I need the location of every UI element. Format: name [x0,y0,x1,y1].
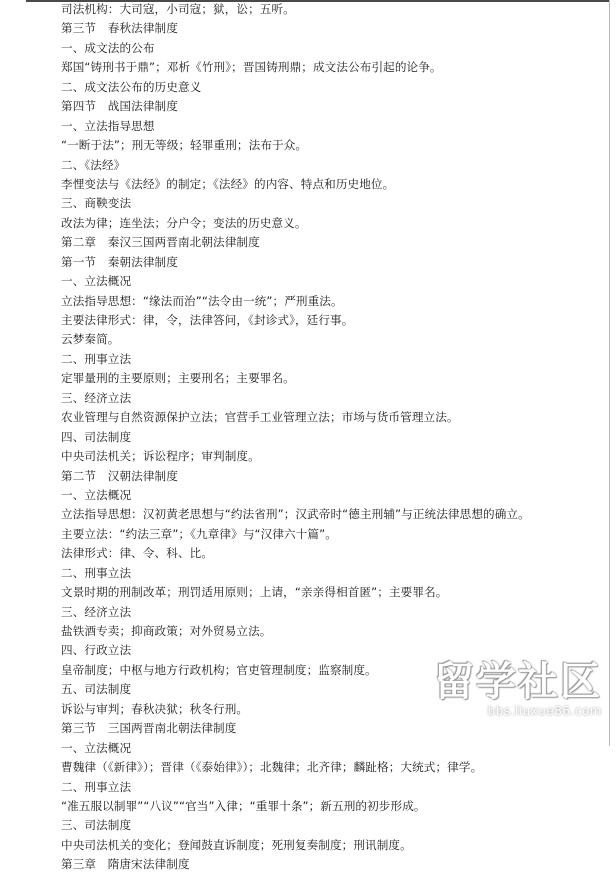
text-line: 中央司法机关；诉讼程序；审判制度。 [61,449,260,464]
text-line: “一断于法”；刑无等级；轻罪重刑；法布于众。 [61,138,308,153]
subheading: 一、立法概况 [61,740,132,755]
text-line: 文景时期的刑制改革；刑罚适用原则；上请，“亲亲得相首匿”；主要罪名。 [61,585,448,600]
text-line: 李悝变法与《法经》的制定；《法经》的内容、特点和历史地位。 [61,176,395,191]
subheading: 一、成文法的公布 [61,40,155,55]
document-body [61,0,601,875]
text-line: 郑国“铸刑书于鼎”；邓析《竹刑》；晋国铸刑鼎；成文法公布引起的论争。 [61,60,442,75]
subheading: 四、司法制度 [61,429,132,444]
subheading: 五、司法制度 [61,682,132,697]
section-heading: 第一节 秦朝法律制度 [61,254,178,269]
text-line: 盐铁酒专卖；抑商政策；对外贸易立法。 [61,624,272,638]
text-line: “准五服以制罪”“八议”“官当”入律；“重罪十条”；新五刑的初步形成。 [61,798,426,813]
text-line: 曹魏律（《新律》）；晋律（《泰始律》）；北魏律；北齐律；麟趾格；大统式；律学。 [61,760,483,775]
subheading: 三、商鞅变法 [61,196,132,211]
subheading: 三、经济立法 [61,390,132,405]
subheading: 一、立法概况 [61,487,132,502]
text-line: 云梦秦简。 [61,332,120,347]
text-line: 农业管理与自然资源保护立法；官营手工业管理立法；市场与货币管理立法。 [61,410,459,425]
text-line: 法律形式：律、令、科、比。 [61,546,214,561]
section-heading: 第三节 春秋法律制度 [61,21,178,36]
text-line: 诉讼与审判；春秋决狱；秋冬行刑。 [61,701,249,716]
watermark-logo: 留学社区 [434,659,602,705]
subheading: 二、刑事立法 [61,351,132,366]
chapter-heading: 第二章 秦汉三国两晋南北朝法律制度 [61,235,260,250]
watermark-url: bbs.liuxue86.com [487,704,602,718]
text-line: 立法指导思想：“缘法而治”“法令由一统”；严刑重法。 [61,293,343,308]
site-watermark [432,660,602,728]
text-line: 定罪量刑的主要原则；主要刑名；主要罪名。 [61,371,295,386]
text-line: 司法机构：大司寇，小司寇；狱，讼；五听。 [61,2,295,16]
text-line: 主要法律形式：律，令，法律答问，《封诊式》，廷行事。 [61,313,354,327]
section-heading: 第四节 战国法律制度 [61,99,178,114]
subheading: 三、经济立法 [61,604,132,619]
subheading: 二、刑事立法 [61,779,132,794]
subheading: 二、成文法公布的历史意义 [61,79,202,94]
subheading: 四、行政立法 [61,643,132,658]
subheading: 一、立法指导思想 [61,118,155,133]
text-line: 中央司法机关的变化；登闻鼓直诉制度；死刑复奏制度；刑讯制度。 [61,837,412,852]
chapter-heading: 第三章 隋唐宋法律制度 [61,857,190,872]
text-line: 主要立法：“约法三章”；《九章律》与“汉律六十篇”。 [61,526,337,541]
section-heading: 第二节 汉朝法律制度 [61,468,178,483]
subheading: 一、立法概况 [61,274,132,289]
subheading: 三、司法制度 [61,818,132,833]
text-line: 立法指导思想：汉初黄老思想与“约法省刑”；汉武帝时“德主刑辅”与正统法律思想的确立。 [61,507,530,522]
text-line: 皇帝制度；中枢与地方行政机构；官吏管理制度；监察制度。 [61,662,377,677]
subheading: 二、刑事立法 [61,565,132,580]
section-heading: 第三节 三国两晋南北朝法律制度 [61,721,237,736]
text-line: 改法为律；连坐法；分户令；变法的历史意义。 [61,215,307,230]
right-page-edge [609,0,610,746]
subheading: 二、《法经》 [61,157,126,172]
